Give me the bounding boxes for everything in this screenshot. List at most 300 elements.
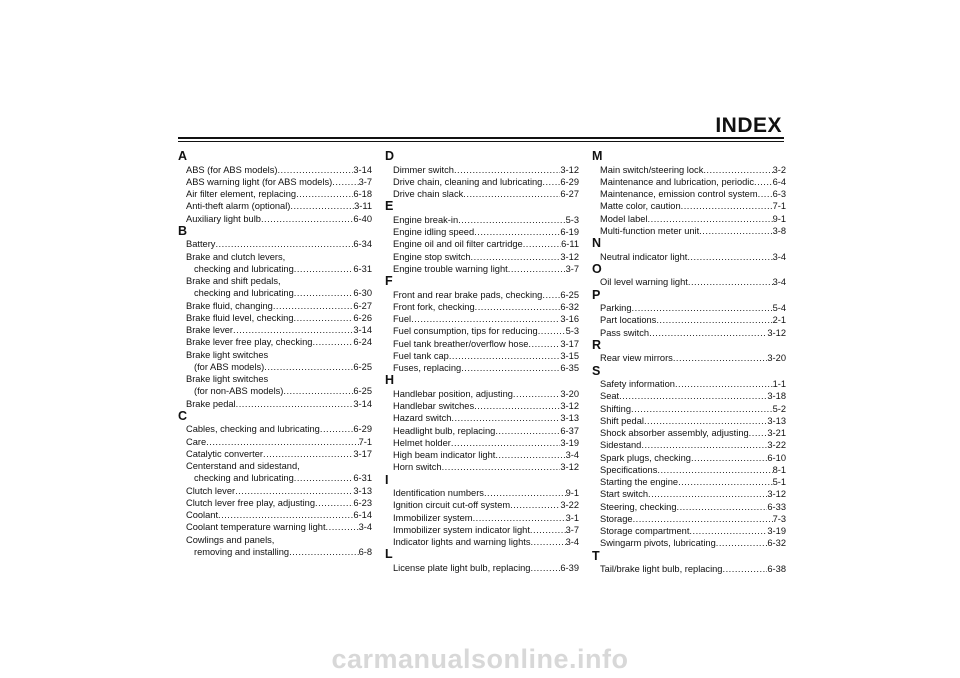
- index-entry: [178, 164, 372, 176]
- leader-dots: [673, 352, 768, 364]
- entry-text: Brake fluid level, checking: [186, 312, 294, 323]
- index-entry: [385, 499, 579, 511]
- index-entry: [592, 164, 786, 176]
- index-entry-line: [600, 302, 786, 314]
- index-entry: [178, 349, 372, 374]
- leader-dots: [263, 448, 353, 460]
- index-entry-line: [600, 513, 786, 525]
- leader-dots: [648, 213, 773, 225]
- leader-dots: [277, 164, 353, 176]
- index-entry-line: [186, 485, 372, 497]
- index-entry: [178, 336, 372, 348]
- index-entry-line: [393, 499, 579, 511]
- entry-text: removing and installing: [194, 546, 290, 557]
- index-entry-line: [393, 487, 579, 499]
- index-entry-line: [600, 276, 786, 288]
- page-number: 6-3: [772, 189, 786, 199]
- index-entry: [385, 487, 579, 499]
- leader-dots: [206, 436, 358, 448]
- leader-dots: [451, 437, 561, 449]
- page-number: 3-12: [560, 251, 579, 262]
- leader-dots: [218, 509, 353, 521]
- leader-dots: [633, 513, 773, 525]
- leader-dots: [523, 238, 561, 250]
- leader-dots: [542, 176, 560, 188]
- leader-dots: [471, 251, 561, 263]
- page-number: 3-7: [565, 524, 579, 535]
- index-entry: [592, 390, 786, 402]
- entry-text: Front fork, checking: [393, 301, 475, 312]
- index-entry-line: [186, 251, 372, 263]
- entry-text: Engine oil and oil filter cartridge: [393, 239, 523, 250]
- index-entry-line: [186, 164, 372, 176]
- index-letter-heading: S: [592, 363, 601, 378]
- index-letter-heading: L: [385, 547, 393, 562]
- page-number: 6-18: [353, 189, 372, 199]
- entry-text: Engine break-in: [393, 214, 459, 225]
- index-entry: [385, 214, 579, 226]
- index-letter-heading: F: [385, 274, 393, 288]
- index-entry: [178, 460, 372, 485]
- index-group-i: [385, 474, 579, 549]
- index-entry-line: [600, 213, 786, 225]
- index-entry: [178, 188, 372, 200]
- page-number: 3-15: [560, 350, 579, 361]
- index-group-o: [592, 263, 786, 289]
- index-entry: [592, 537, 786, 549]
- index-column-1: [178, 150, 372, 558]
- index-entry: [385, 188, 579, 200]
- index-entry-line: [393, 350, 579, 362]
- leader-dots: [641, 439, 767, 451]
- index-entry: [178, 398, 372, 410]
- entry-text: Coolant temperature warning light: [186, 522, 326, 533]
- index-entry-line: [186, 176, 372, 188]
- index-letter-heading: A: [178, 149, 188, 163]
- entry-text: Starting the engine: [600, 477, 679, 487]
- leader-dots: [495, 449, 565, 461]
- page-number: 6-11: [561, 239, 579, 250]
- leader-dots: [530, 562, 560, 574]
- entry-text: Helmet holder: [393, 437, 451, 448]
- index-letter-heading: T: [592, 548, 600, 563]
- leader-dots: [451, 412, 560, 424]
- index-entry: [592, 513, 786, 525]
- entry-text: Drive chain, cleaning and lubricating: [393, 176, 543, 187]
- index-entry: [592, 563, 786, 575]
- entry-text: Shifting: [600, 403, 632, 414]
- leader-dots: [688, 276, 773, 288]
- entry-text: Centerstand and sidestand,: [186, 461, 300, 471]
- index-entry: [178, 213, 372, 225]
- index-entry: [385, 350, 579, 362]
- leader-dots: [326, 521, 359, 533]
- leader-dots: [474, 400, 560, 412]
- index-entry-line: [186, 373, 372, 385]
- index-entry-line: [393, 449, 579, 461]
- leader-dots: [290, 200, 354, 212]
- page-number: 6-27: [353, 300, 372, 311]
- index-entry: [592, 476, 786, 488]
- page-number: 6-37: [560, 425, 579, 436]
- index-entry-continuation: [186, 361, 372, 373]
- index-entry: [592, 225, 786, 237]
- index-entry-line: [393, 400, 579, 412]
- index-group-c: [178, 410, 372, 558]
- index-entry: [385, 289, 579, 301]
- leader-dots: [538, 325, 566, 337]
- index-entry: [385, 400, 579, 412]
- index-entry-line: [393, 562, 579, 574]
- page-number: 3-4: [565, 450, 579, 460]
- entry-text: Immobilizer system indicator light: [393, 524, 530, 535]
- page-number: 6-32: [767, 538, 786, 549]
- page-number: 2-1: [772, 315, 786, 326]
- entry-text: Engine stop switch: [393, 251, 471, 262]
- entry-text: Air filter element, replacing: [186, 189, 297, 199]
- index-entry: [385, 362, 579, 374]
- index-entry: [385, 238, 579, 250]
- leader-dots: [320, 423, 354, 435]
- page-number: 6-29: [353, 424, 372, 435]
- index-entry-line: [186, 436, 372, 448]
- leader-dots: [681, 200, 773, 212]
- index-entry-line: [393, 536, 579, 548]
- entry-text: Main switch/steering lock: [600, 164, 704, 175]
- index-entry-line: [186, 349, 372, 361]
- leader-dots: [619, 390, 767, 402]
- index-group-p: [592, 289, 786, 339]
- leader-dots: [294, 472, 354, 484]
- index-entry: [385, 437, 579, 449]
- page-number: 6-24: [353, 337, 372, 348]
- index-entry-line: [186, 423, 372, 435]
- entry-text: Immobilizer system: [393, 512, 473, 523]
- index-group-d: [385, 150, 579, 200]
- page-number: 6-34: [353, 239, 372, 250]
- index-entry: [592, 439, 786, 451]
- leader-dots: [294, 263, 354, 275]
- page-number: 6-40: [353, 213, 372, 224]
- page-number: 3-2: [772, 164, 786, 175]
- page-number: 5-1: [772, 477, 786, 487]
- leader-dots: [649, 327, 767, 339]
- entry-text: Start switch: [600, 489, 649, 500]
- index-entry-line: [600, 164, 786, 176]
- page-number: 6-25: [353, 361, 372, 372]
- index-entry: [592, 213, 786, 225]
- index-entry: [385, 263, 579, 275]
- entry-text: Storage: [600, 513, 633, 524]
- index-letter-heading: H: [385, 373, 395, 388]
- page-number: 3-17: [560, 338, 579, 349]
- index-column-3: [592, 150, 786, 575]
- index-entry-line: [600, 352, 786, 364]
- leader-dots: [689, 525, 767, 537]
- entry-text: Fuel tank breather/overflow hose: [393, 338, 529, 349]
- page-number: 3-14: [353, 398, 372, 409]
- index-entry-line: [186, 188, 372, 200]
- entry-text: Brake light switches: [186, 374, 269, 384]
- index-entry: [385, 251, 579, 263]
- index-entry: [178, 509, 372, 521]
- page-number: 3-4: [358, 522, 372, 533]
- page-number: 7-1: [358, 436, 372, 447]
- index-entry: [385, 461, 579, 473]
- leader-dots: [510, 499, 560, 511]
- index-entry-line: [600, 314, 786, 326]
- entry-text: Brake lever: [186, 325, 234, 335]
- index-entry: [592, 188, 786, 200]
- index-entry-line: [186, 312, 372, 324]
- leader-dots: [454, 164, 560, 176]
- leader-dots: [675, 378, 773, 390]
- index-group-m: [592, 150, 786, 237]
- page-number: 6-32: [560, 301, 579, 312]
- leader-dots: [283, 385, 353, 397]
- entry-text: Cables, checking and lubricating: [186, 424, 320, 435]
- page-number: 5-3: [565, 214, 579, 225]
- index-entry: [385, 338, 579, 350]
- leader-dots: [656, 314, 772, 326]
- page-number: 3-4: [772, 251, 786, 262]
- page-number: 6-39: [560, 562, 579, 573]
- entry-text: Clutch lever free play, adjusting: [186, 497, 316, 508]
- index-entry-line: [600, 439, 786, 451]
- index-entry-line: [186, 300, 372, 312]
- index-entry: [592, 415, 786, 427]
- leader-dots: [294, 312, 354, 324]
- leader-dots: [264, 361, 353, 373]
- page-number: 3-19: [560, 437, 579, 448]
- entry-text: Shock absorber assembly, adjusting: [600, 428, 749, 438]
- entry-text: Neutral indicator light: [600, 251, 688, 262]
- page-number: 6-30: [353, 288, 372, 299]
- entry-text: Brake and shift pedals,: [186, 276, 281, 286]
- index-entry-line: [393, 188, 579, 200]
- leader-dots: [332, 176, 358, 188]
- entry-text: Storage compartment: [600, 526, 690, 536]
- index-entry: [385, 536, 579, 548]
- index-letter-heading: N: [592, 236, 602, 250]
- entry-text: Brake lever free play, checking: [186, 337, 313, 348]
- entry-text: Tail/brake light bulb, replacing: [600, 564, 723, 574]
- leader-dots: [528, 338, 560, 350]
- index-entry-line: [600, 537, 786, 549]
- leader-dots: [273, 300, 354, 312]
- page-number: 3-22: [560, 500, 579, 511]
- index-letter-heading: M: [592, 149, 603, 163]
- leader-dots: [716, 537, 768, 549]
- index-entry-line: [186, 238, 372, 250]
- index-entry-line: [393, 425, 579, 437]
- page-number: 3-12: [560, 164, 579, 175]
- index-entry: [385, 176, 579, 188]
- page-number: 3-17: [353, 448, 372, 459]
- index-entry-line: [600, 176, 786, 188]
- index-entry-line: [393, 524, 579, 536]
- leader-dots: [215, 238, 353, 250]
- index-entry-line: [393, 289, 579, 301]
- page-number: 6-10: [767, 452, 786, 463]
- leader-dots: [461, 362, 560, 374]
- entry-text: Specifications: [600, 464, 658, 475]
- index-entry-line: [600, 390, 786, 402]
- index-group-n: [592, 237, 786, 263]
- index-entry: [592, 501, 786, 513]
- index-entry-line: [393, 412, 579, 424]
- index-group-s: [592, 365, 786, 550]
- entry-text: (for non-ABS models): [194, 386, 284, 397]
- entry-text: Brake light switches: [186, 349, 269, 360]
- page-number: 3-12: [767, 489, 786, 500]
- entry-text: Catalytic converter: [186, 448, 263, 459]
- index-entry: [592, 327, 786, 339]
- entry-text: Safety information: [600, 379, 675, 389]
- page-number: 3-12: [560, 462, 579, 473]
- leader-dots: [474, 226, 560, 238]
- page-number: 3-22: [767, 440, 786, 451]
- entry-text: checking and lubricating: [194, 288, 294, 299]
- page-number: 3-13: [353, 485, 372, 496]
- entry-text: Indicator lights and warning lights: [393, 537, 531, 547]
- entry-text: Hazard switch: [393, 413, 452, 424]
- leader-dots: [530, 536, 565, 548]
- page-number: 6-27: [560, 189, 579, 199]
- index-letter-heading: O: [592, 261, 602, 276]
- entry-text: Steering, checking: [600, 501, 677, 512]
- entry-text: Brake pedal: [186, 398, 236, 409]
- index-entry-line: [600, 415, 786, 427]
- leader-dots: [235, 485, 353, 497]
- entry-text: checking and lubricating: [194, 473, 294, 484]
- index-entry-line: [393, 263, 579, 275]
- index-entry: [385, 313, 579, 325]
- leader-dots: [475, 301, 561, 313]
- entry-text: Fuel: [393, 314, 412, 324]
- page-number: 3-13: [767, 415, 786, 426]
- index-entry-line: [393, 461, 579, 473]
- index-entry-line: [393, 325, 579, 337]
- index-group-t: [592, 550, 786, 576]
- index-entry: [385, 301, 579, 313]
- page-number: 6-31: [353, 473, 372, 484]
- index-group-h: [385, 374, 579, 473]
- page-number: 6-14: [353, 510, 372, 520]
- index-entry: [592, 464, 786, 476]
- leader-dots: [644, 415, 767, 427]
- page-number: 3-4: [772, 277, 786, 288]
- index-entry-line: [393, 226, 579, 238]
- index-letter-heading: D: [385, 149, 395, 163]
- index-letter-heading: P: [592, 287, 601, 302]
- index-entry: [592, 378, 786, 390]
- index-entry-line: [600, 488, 786, 500]
- index-entry-line: [600, 200, 786, 212]
- page-number: 3-13: [560, 413, 579, 424]
- page-number: 7-3: [772, 513, 786, 524]
- index-entry: [178, 275, 372, 300]
- index-entry: [385, 524, 579, 536]
- entry-text: Pass switch: [600, 327, 650, 338]
- leader-dots: [631, 403, 773, 415]
- leader-dots: [758, 188, 773, 200]
- page-number: 9-1: [772, 213, 786, 224]
- index-entry-line: [600, 501, 786, 513]
- leader-dots: [542, 289, 560, 301]
- entry-text: (for ABS models): [194, 361, 265, 372]
- index-entry-line: [600, 525, 786, 537]
- index-entry: [385, 226, 579, 238]
- page-number: 3-12: [767, 327, 786, 338]
- page-number: 3-8: [772, 225, 786, 236]
- index-letter-heading: B: [178, 223, 188, 238]
- leader-dots: [687, 251, 772, 263]
- entry-text: License plate light bulb, replacing: [393, 562, 531, 573]
- index-letter-heading: I: [385, 472, 389, 487]
- entry-text: Headlight bulb, replacing: [393, 425, 496, 436]
- index-entry: [178, 521, 372, 533]
- index-entry-line: [393, 301, 579, 313]
- index-column-2: [385, 150, 579, 574]
- entry-text: Oil level warning light: [600, 277, 688, 288]
- index-entry: [178, 200, 372, 212]
- index-entry-continuation: [186, 287, 372, 299]
- index-entry-line: [186, 521, 372, 533]
- index-entry-line: [393, 251, 579, 263]
- page-title: INDEX: [715, 114, 782, 137]
- page-number: 3-19: [767, 526, 786, 536]
- index-entry-line: [186, 497, 372, 509]
- leader-dots: [411, 313, 560, 325]
- page-number: 9-1: [565, 488, 579, 498]
- entry-text: Swingarm pivots, lubricating: [600, 538, 716, 549]
- index-group-l: [385, 548, 579, 574]
- index-entry: [178, 534, 372, 559]
- page-number: 5-2: [772, 403, 786, 414]
- entry-text: Clutch lever: [186, 485, 236, 496]
- leader-dots: [442, 461, 561, 473]
- index-entry-line: [393, 238, 579, 250]
- leader-dots: [312, 336, 353, 348]
- index-entry: [592, 452, 786, 464]
- index-entry: [385, 325, 579, 337]
- entry-text: Engine trouble warning light: [393, 263, 508, 274]
- index-entry-line: [600, 188, 786, 200]
- index-entry: [178, 436, 372, 448]
- page-number: 3-20: [767, 353, 786, 364]
- page-number: 3-1: [565, 512, 579, 523]
- index-entry: [592, 488, 786, 500]
- entry-text: Identification numbers: [393, 488, 484, 498]
- page-number: 3-11: [354, 201, 372, 212]
- page-number: 6-8: [358, 546, 372, 557]
- entry-text: Coolant: [186, 510, 219, 520]
- entry-text: Rear view mirrors: [600, 353, 673, 364]
- index-entry-line: [600, 476, 786, 488]
- index-entry-line: [186, 200, 372, 212]
- leader-dots: [473, 512, 566, 524]
- leader-dots: [677, 501, 768, 513]
- index-entry: [178, 423, 372, 435]
- page-number: 3-7: [565, 263, 579, 274]
- index-group-a: [178, 150, 372, 225]
- leader-dots: [703, 164, 772, 176]
- leader-dots: [749, 427, 768, 439]
- leader-dots: [236, 398, 354, 410]
- page-number: 6-26: [353, 312, 372, 323]
- leader-dots: [754, 176, 773, 188]
